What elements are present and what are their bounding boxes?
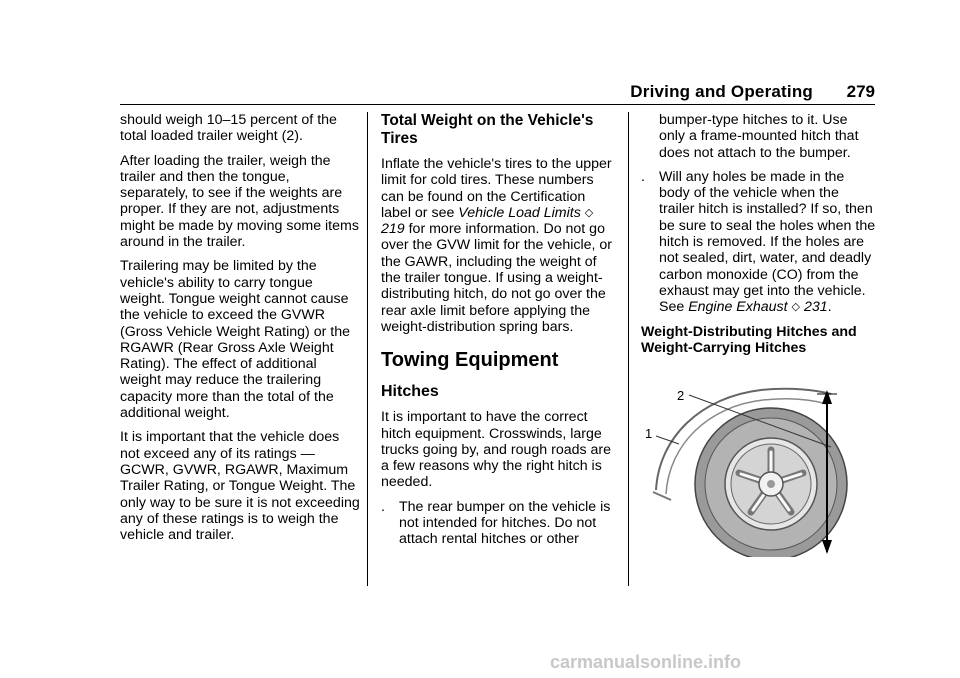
total-weight-text: Inflate the vehicle's tires to the upper limit for cold tires. These numbers can be found on the Certification label or see [381, 156, 612, 221]
paragraph-after-loading: After loading the trailer, weigh the trailer and then the tongue, separately, to see if the weights are proper. If they are not, adjustments might be made by moving some items around in the trailer. [120, 152, 359, 251]
paragraph-trailering-limits: Trailering may be limited by the vehicle's ability to carry tongue weight. Tongue weight cannot cause the vehicle to exceed the GVWR (Gross Vehicle Weight Rating) or the RGAWR (Rear Gross Axle Weight Rating). The effect of additional weight may reduce the trailering capacity more than the total of the additional weight. [120, 258, 350, 422]
column-3 [641, 112, 876, 356]
watermark: carmanualsonline.info [550, 652, 742, 672]
paragraph-ratings: It is important that the vehicle does not exceed any of its ratings — GCWR, GVWR, RGAWR, Maximum Trailer Rating, or Tongue Weight. The only way to be sure it is not exceeding any of these ratings is to weigh the vehicle and trailer. [120, 429, 360, 544]
bullet-marker: . [641, 168, 645, 185]
heading-weight-hitches: Weight-Distributing Hitches and Weight-Carrying Hitches [641, 323, 857, 356]
page-ref-icon: ◇ [584, 206, 594, 219]
paragraph-total-weight [381, 156, 618, 335]
heading-total-weight: Total Weight on the Vehicle's Tires [381, 112, 594, 147]
bullet-rear-bumper-text: The rear bumper on the vehicle is not intended for hitches. Do not attach rental hitches or other [399, 498, 611, 548]
page-ref-231[interactable]: 231 [803, 299, 828, 316]
bullet-holes [641, 169, 876, 316]
header-rule [120, 104, 875, 105]
wheel-illustration-icon [641, 382, 871, 557]
bullet-rear-bumper-continued: bumper-type hitches to it. Use only a frame-mounted hitch that does not attach to the bumper. [659, 112, 859, 161]
link-engine-exhaust[interactable]: Engine Exhaust [688, 299, 788, 316]
section-title: Driving and Operating [630, 82, 813, 101]
link-vehicle-load-limits[interactable]: Vehicle Load Limits [458, 204, 581, 221]
bullet-holes-end: . [827, 299, 832, 316]
column-1 [120, 112, 360, 551]
heading-towing-equipment: Towing Equipment [381, 349, 559, 372]
column-2 [381, 112, 618, 556]
page-number: 279 [846, 82, 875, 101]
bullet-rear-bumper [381, 499, 618, 548]
bullet-holes-text: Will any holes be made in the body of the vehicle when the trailer hitch is installed? If so, then be sure to seal the holes when the hitch is removed. If the holes are not sealed, dirt, water, and deadly carbon monoxide (CO) from the exhaust may get into the vehicle. See [659, 168, 876, 316]
total-weight-text-end: for more information. Do not go over the GVW limit for the vehicle, or the GAWR, including the weight of the trailer tongue. If using a weight-distributing hitch, do not go over the rear axle limit before applying the weight-distribution spring bars. [381, 221, 613, 335]
page-ref-icon: ◇ [791, 301, 800, 314]
wheel-hitch-figure [641, 382, 871, 557]
bullet-marker: . [381, 498, 385, 515]
column-divider-1 [367, 112, 368, 586]
page-header [120, 82, 875, 104]
page-ref-219[interactable]: 219 [381, 221, 405, 238]
paragraph-hitches: It is important to have the correct hitch equipment. Crosswinds, large trucks going by, and rough roads are a few reasons why the right hitch is needed. [381, 409, 612, 491]
paragraph-tongue-weight: should weigh 10–15 percent of the total loaded trailer weight (2). [120, 112, 337, 145]
figure-label-2: 2 [677, 388, 685, 403]
heading-hitches: Hitches [381, 383, 439, 401]
column-divider-2 [628, 112, 629, 586]
figure-label-1: 1 [645, 426, 653, 441]
